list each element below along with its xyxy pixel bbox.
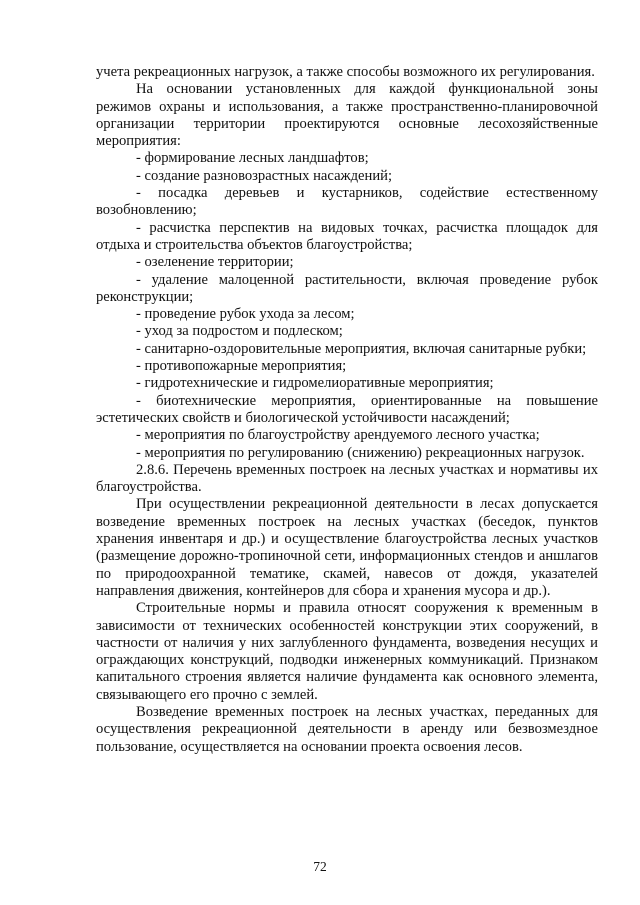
paragraph: Строительные нормы и правила относят сооружения к временным в зависимости от технических особенностей конструкции этих сооружений, в частности от наличия у них заглубленного фундамента, возведения несущих и ограждающих конструкций, подводки инженерных коммуникаций. Признаком капитального строения является наличие фундамента как основного элемента, связывающего его прочно с землей. <box>96 600 598 703</box>
paragraph: - биотехнические мероприятия, ориентированные на повышение эстетических свойств и биологической устойчивости насаждений; <box>96 392 598 426</box>
paragraph: - создание разновозрастных насаждений; <box>136 167 393 184</box>
paragraph: На основании установленных для каждой функциональной зоны режимов охраны и использования, а также пространственно-планировочной организации территории проектируются основные лесохозяйственные мероприятия: <box>96 81 598 150</box>
paragraph: - мероприятия по регулированию (снижению) рекреационных нагрузок. <box>136 444 585 461</box>
paragraph: - санитарно-оздоровительные мероприятия, включая санитарные рубки; <box>136 340 587 357</box>
paragraph: - противопожарные мероприятия; <box>136 358 347 375</box>
paragraph: - гидротехнические и гидромелиоративные мероприятия; <box>136 375 494 392</box>
paragraph: - мероприятия по благоустройству арендуемого лесного участка; <box>136 427 540 444</box>
paragraph: - расчистка перспектив на видовых точках, расчистка площадок для отдыха и строительства объектов благоустройства; <box>96 219 598 253</box>
paragraph: - посадка деревьев и кустарников, содействие естественному возобновлению; <box>96 185 598 219</box>
paragraph: - формирование лесных ландшафтов; <box>136 150 369 167</box>
paragraph: учета рекреационных нагрузок, а также способы возможного их регулирования. <box>96 64 595 80</box>
paragraph: Возведение временных построек на лесных участках, переданных для осуществления рекреационной деятельности в аренду или безвозмездное пользование, осуществляется на основании проекта освоения лесов. <box>96 703 598 755</box>
paragraph: 2.8.6. Перечень временных построек на лесных участках и нормативы их благоустройства. <box>96 461 598 496</box>
paragraph: - уход за подростом и подлеском; <box>136 323 343 340</box>
body-text <box>96 64 598 756</box>
page-number: 72 <box>313 859 327 874</box>
paragraph: - проведение рубок ухода за лесом; <box>136 306 355 323</box>
paragraph: - озеленение территории; <box>136 254 294 271</box>
paragraph: При осуществлении рекреационной деятельности в лесах допускается возведение временных построек на лесных участках (беседок, пунктов хранения инвентаря и др.) и осуществление благоустройства лесных участков (размещение дорожно-тропиночной сети, информационных стендов и аншлагов по природоохранной тематике, скамей, навесов от дождя, указателей направления движения, контейнеров для сбора и хранения мусора и др.). <box>96 496 598 599</box>
paragraph: - удаление малоценной растительности, включая проведение рубок реконструкции; <box>96 271 598 305</box>
